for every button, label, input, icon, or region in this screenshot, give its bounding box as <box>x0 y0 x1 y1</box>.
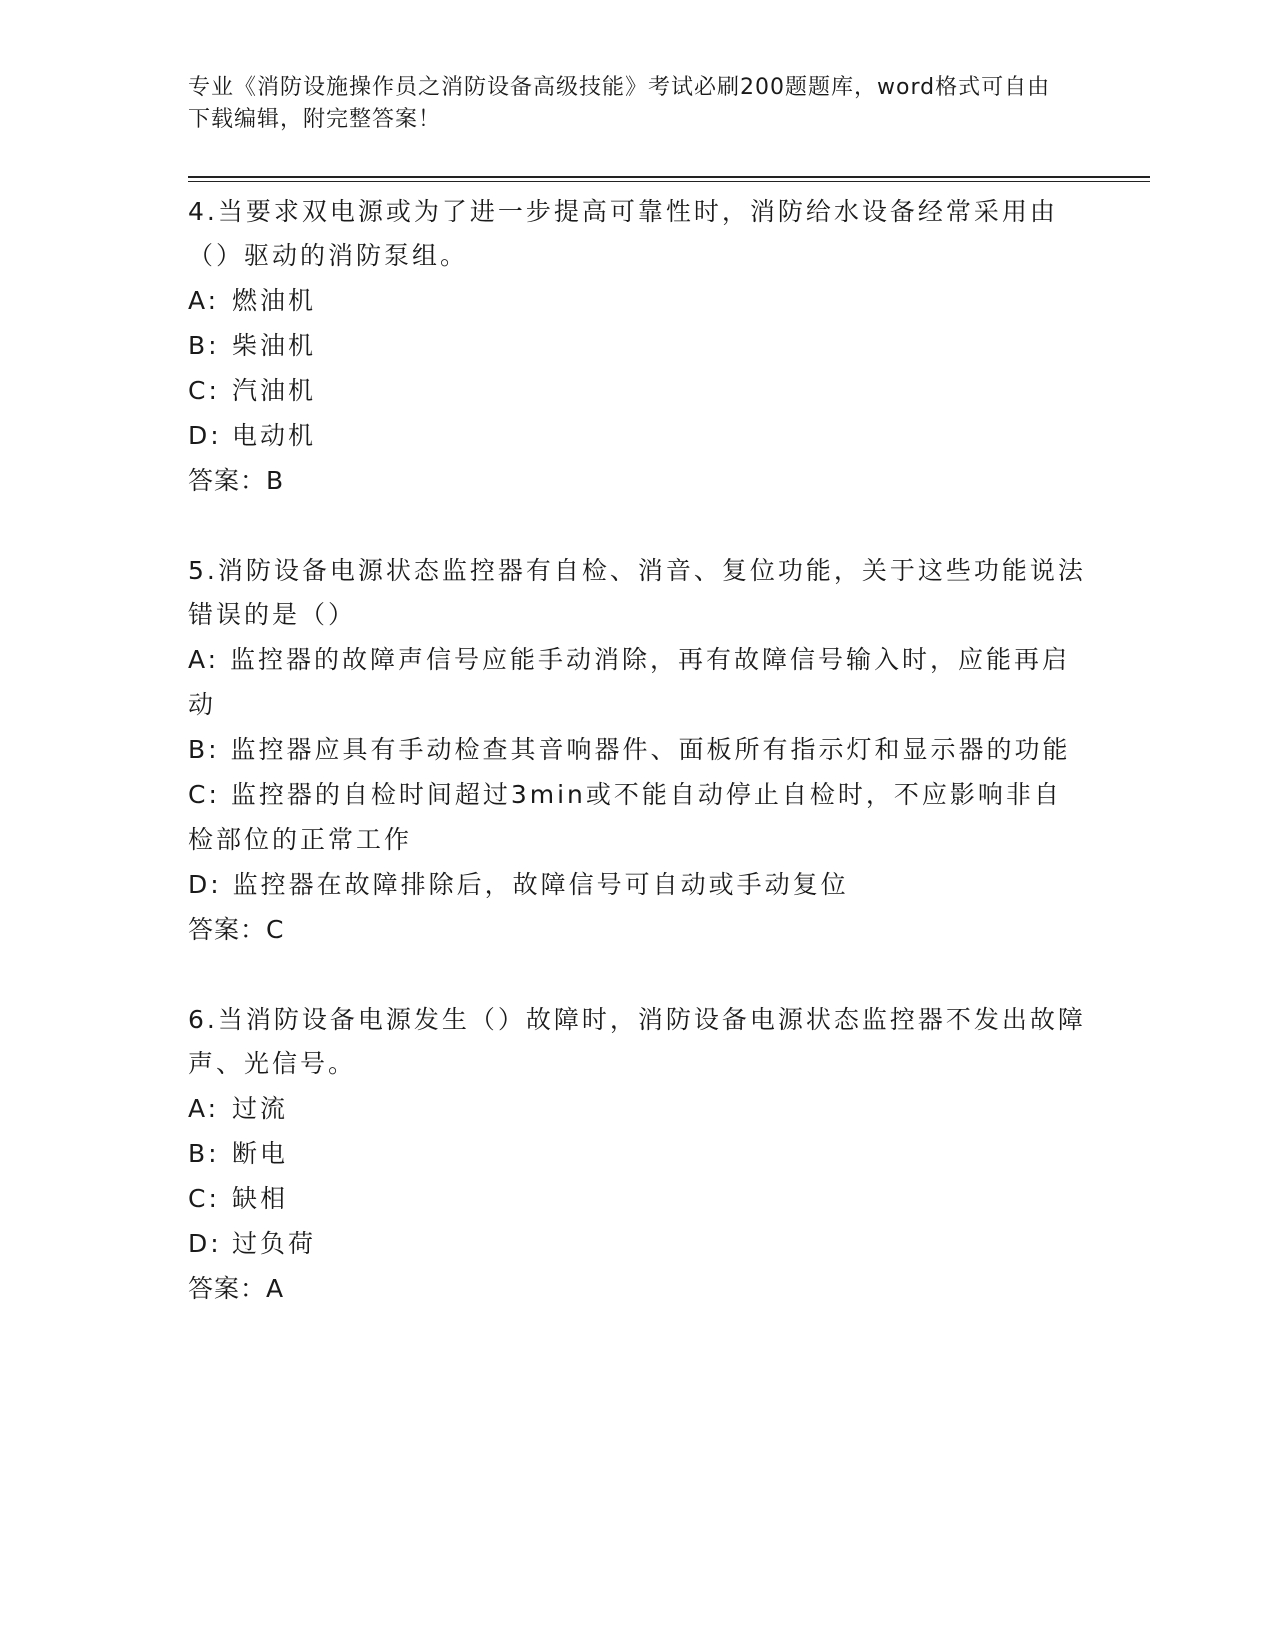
option-letter: A: <box>188 645 220 674</box>
answer-label: 答案： <box>188 1274 267 1303</box>
option-a <box>188 278 1088 323</box>
option-text: 电动机 <box>232 421 317 450</box>
option-a <box>188 637 1088 727</box>
option-c <box>188 368 1088 413</box>
option-text: 燃油机 <box>232 286 317 315</box>
option-letter: C: <box>188 780 220 809</box>
option-c <box>188 1176 1088 1221</box>
option-c <box>188 772 1088 862</box>
answer-value: B <box>266 466 285 495</box>
option-letter: D: <box>188 1229 222 1258</box>
option-text: 监控器的自检时间超过3min或不能自动停止自检时，不应影响非自检部位的正常工作 <box>188 780 1062 854</box>
option-d <box>188 1221 1088 1266</box>
option-b <box>188 323 1088 368</box>
option-letter: B: <box>188 331 220 360</box>
question-stem: 4.当要求双电源或为了进一步提高可靠性时，消防给水设备经常采用由（）驱动的消防泵组。 <box>188 197 1058 270</box>
option-text: 过负荷 <box>232 1229 317 1258</box>
option-d <box>188 862 1088 907</box>
option-text: 监控器的故障声信号应能手动消除，再有故障信号输入时，应能再启动 <box>188 645 1071 719</box>
answer-value: C <box>266 915 285 944</box>
answer-line <box>188 458 1088 503</box>
option-d <box>188 413 1088 458</box>
option-letter: A: <box>188 1094 220 1123</box>
question-item <box>188 549 1088 952</box>
answer-line <box>188 907 1088 952</box>
answer-line <box>188 1266 1088 1311</box>
answer-label: 答案： <box>188 466 267 495</box>
option-b <box>188 727 1088 772</box>
header-divider-thin <box>188 181 1150 182</box>
option-text: 过流 <box>232 1094 289 1123</box>
option-a <box>188 1086 1088 1131</box>
answer-label: 答案： <box>188 915 267 944</box>
header-divider <box>188 176 1150 178</box>
option-letter: C: <box>188 1184 220 1213</box>
question-stem: 5.消防设备电源状态监控器有自检、消音、复位功能，关于这些功能说法错误的是（） <box>188 556 1086 629</box>
question-item <box>188 998 1088 1311</box>
option-letter: C: <box>188 376 220 405</box>
option-letter: D: <box>188 870 222 899</box>
option-letter: A: <box>188 286 220 315</box>
option-text: 断电 <box>232 1139 289 1168</box>
option-letter: B: <box>188 1139 220 1168</box>
option-letter: D: <box>188 421 222 450</box>
option-text: 柴油机 <box>232 331 317 360</box>
option-letter: B: <box>188 735 220 764</box>
option-text: 汽油机 <box>232 376 317 405</box>
question-item <box>188 190 1088 503</box>
option-text: 缺相 <box>232 1184 289 1213</box>
option-text: 监控器应具有手动检查其音响器件、面板所有指示灯和显示器的功能 <box>230 735 1071 764</box>
option-b <box>188 1131 1088 1176</box>
answer-value: A <box>266 1274 285 1303</box>
document-header: 专业《消防设施操作员之消防设备高级技能》考试必刷200题题库，word格式可自由下载编辑，附完整答案！ <box>188 75 1051 132</box>
question-list <box>188 190 1088 1357</box>
option-text: 监控器在故障排除后，故障信号可自动或手动复位 <box>232 870 849 899</box>
question-stem: 6.当消防设备电源发生（）故障时，消防设备电源状态监控器不发出故障声、光信号。 <box>188 1005 1086 1078</box>
